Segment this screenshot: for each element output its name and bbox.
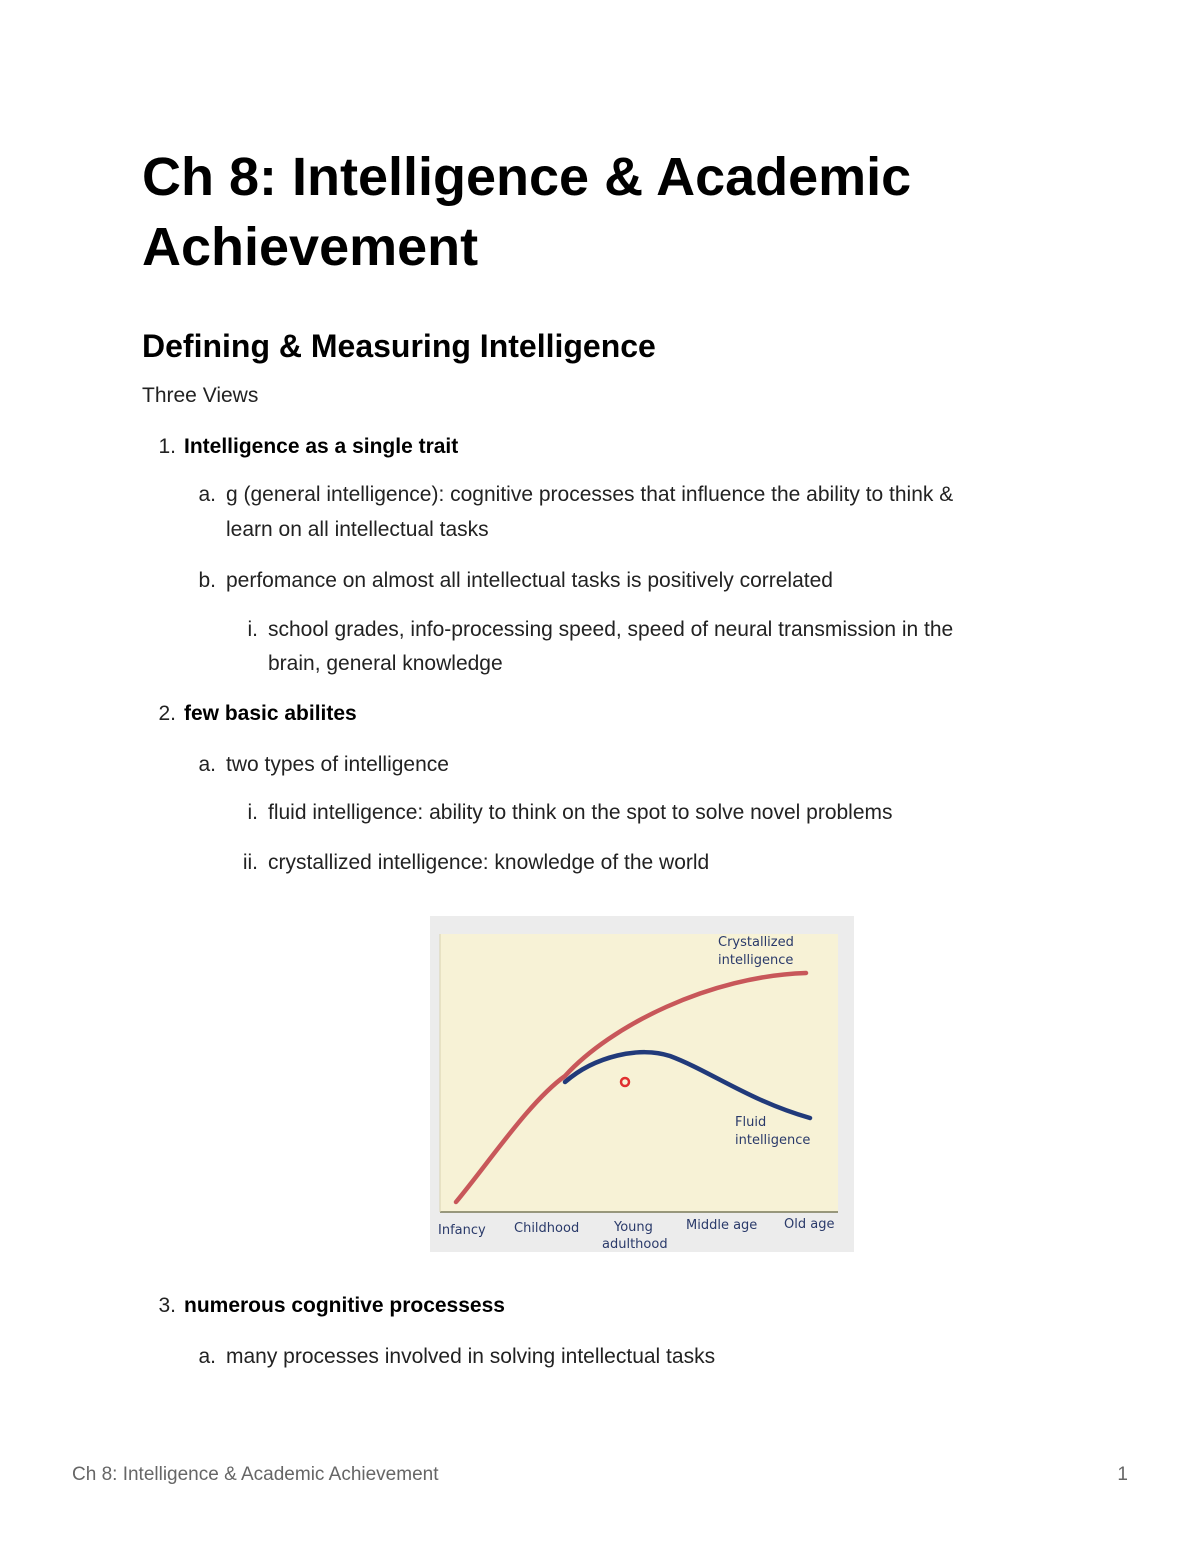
list-item-label: few basic abilites xyxy=(184,702,357,725)
list-item-label: Intelligence as a single trait xyxy=(184,435,459,458)
intelligence-figure xyxy=(430,916,854,1252)
sublist-marker: a. xyxy=(198,1345,216,1368)
footer-page-number: 1 xyxy=(1117,1464,1128,1485)
intro-text: Three Views xyxy=(142,384,259,407)
subsublist-marker: i. xyxy=(247,618,258,641)
x-label-old-age: Old age xyxy=(784,1217,835,1232)
fluid-label-line2: intelligence xyxy=(735,1133,811,1148)
sublist-item-text: two types of intelligence xyxy=(226,753,449,776)
list-marker: 1. xyxy=(158,435,176,458)
list-item-label: numerous cognitive processess xyxy=(184,1294,505,1317)
x-label-young: Young xyxy=(614,1220,653,1235)
subsublist-item-text-continued: brain, general knowledge xyxy=(268,652,503,675)
sublist-marker: b. xyxy=(198,569,216,592)
sublist-item-text: many processes involved in solving intellectual tasks xyxy=(226,1345,716,1368)
subsublist-marker: i. xyxy=(247,801,258,824)
x-label-childhood: Childhood xyxy=(514,1221,580,1236)
subsublist-item-text: fluid intelligence: ability to think on the spot to solve novel problems xyxy=(268,801,893,824)
crystallized-label-line1: Crystallized xyxy=(718,935,794,950)
section-heading: Defining & Measuring Intelligence xyxy=(142,328,656,364)
x-label-adulthood: adulthood xyxy=(602,1237,668,1252)
sublist-item-text: perfomance on almost all intellectual tasks is positively correlated xyxy=(226,569,833,592)
document-title: Ch 8: Intelligence & Academic Achievement xyxy=(142,147,912,277)
fluid-label-line1: Fluid xyxy=(735,1115,767,1130)
intelligence-curves-graphic xyxy=(430,916,854,1252)
sublist-item-text-continued: learn on all intellectual tasks xyxy=(226,518,489,541)
sublist-item-text: g (general intelligence): cognitive processes that influence the ability to think & xyxy=(226,483,954,506)
x-label-middle-age: Middle age xyxy=(686,1218,758,1233)
crystallized-label-line2: intelligence xyxy=(718,953,794,968)
sublist-marker: a. xyxy=(198,483,216,506)
footer-document-title: Ch 8: Intelligence & Academic Achievement xyxy=(72,1464,439,1485)
x-label-infancy: Infancy xyxy=(438,1223,486,1238)
subsublist-marker: ii. xyxy=(242,851,258,874)
subsublist-item-text: crystallized intelligence: knowledge of the world xyxy=(268,851,710,874)
list-marker: 3. xyxy=(158,1294,176,1317)
list-marker: 2. xyxy=(158,702,176,725)
subsublist-item-text: school grades, info-processing speed, speed of neural transmission in the xyxy=(268,618,954,641)
sublist-marker: a. xyxy=(198,753,216,776)
